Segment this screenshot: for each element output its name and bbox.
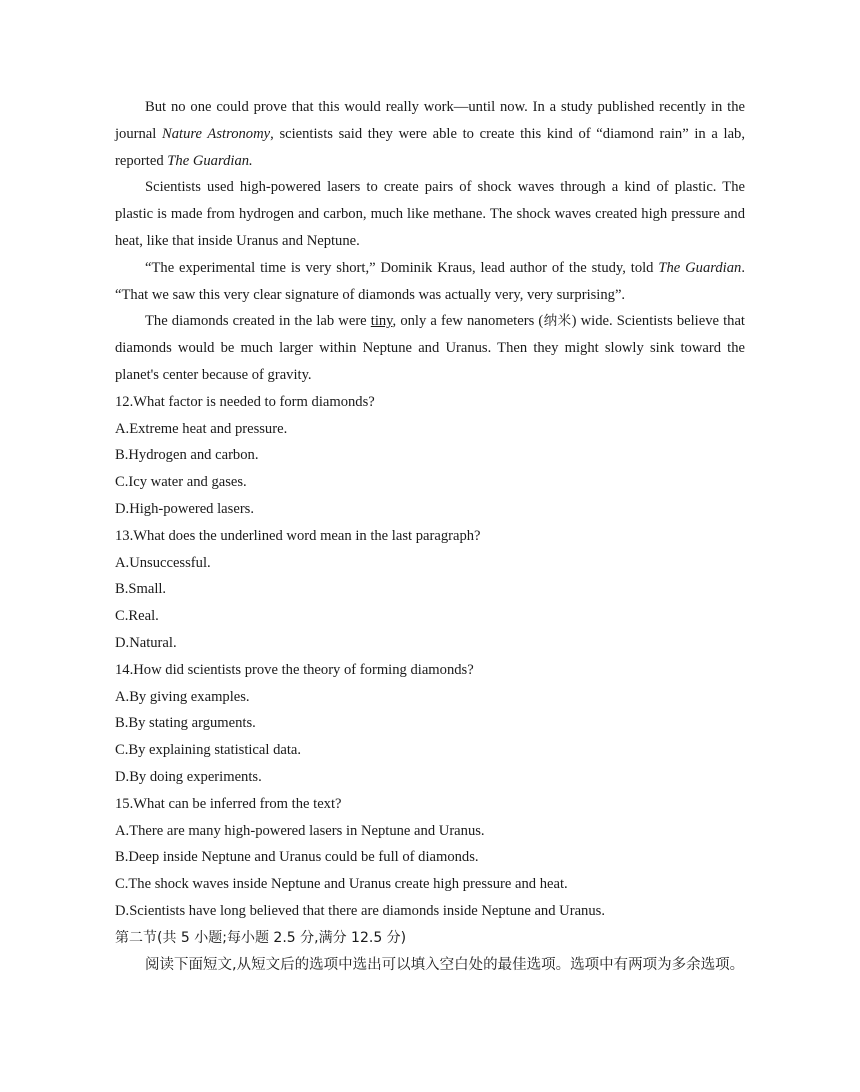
answer-option: B.By stating arguments.: [115, 715, 256, 732]
answer-option: A.There are many high-powered lasers in Neptune and Uranus.: [115, 822, 485, 839]
question-13: [115, 523, 745, 657]
answer-option: D.High-powered lasers.: [115, 500, 255, 517]
paragraph-text: , only a few nanometers (: [392, 313, 544, 330]
journal-title: Nature Astronomy: [162, 125, 271, 142]
paragraph-text: . “That we saw this very clear signature of diamonds was actually very, very surprising”.: [115, 259, 745, 303]
passage-paragraph-4: [115, 308, 745, 388]
underlined-word: tiny: [370, 313, 393, 330]
answer-option: C.Icy water and gases.: [115, 474, 247, 491]
answer-option: D.Natural.: [115, 634, 177, 651]
answer-option: B.Small.: [115, 581, 167, 598]
passage-paragraph-2: Scientists used high-powered lasers to create pairs of shock waves through a kind of plastic. The plastic is made from hydrogen and carbon, much like methane. The shock waves created high pressure and heat, like that inside Uranus and Neptune.: [115, 179, 745, 249]
passage-paragraph-1: [115, 94, 745, 174]
answer-option: C.Real.: [115, 608, 159, 625]
chinese-gloss: 纳米: [543, 313, 572, 330]
question-stem: 15.What can be inferred from the text?: [115, 795, 342, 812]
answer-option: C.The shock waves inside Neptune and Uranus create high pressure and heat.: [115, 876, 568, 893]
question-15: [115, 791, 745, 925]
question-stem: 13.What does the underlined word mean in the last paragraph?: [115, 527, 481, 544]
paragraph-text: But no one could prove that this would really work—until now. In a study published recently in the journal: [115, 99, 745, 142]
source-title: The Guardian.: [167, 152, 253, 169]
paragraph-text: The diamonds created in the lab were: [145, 313, 371, 330]
question-stem: 12.What factor is needed to form diamonds?: [115, 393, 375, 410]
section-instruction: 阅读下面短文,从短文后的选项中选出可以填入空白处的最佳选项。选项中有两项为多余选项。: [145, 956, 745, 973]
question-12: [115, 389, 745, 523]
section-heading: 第二节(共 5 小题;每小题 2.5 分,满分 12.5 分): [115, 929, 407, 946]
answer-option: C.By explaining statistical data.: [115, 742, 302, 759]
answer-option: A.Extreme heat and pressure.: [115, 420, 288, 437]
paragraph-text: ) wide. Scientists believe that diamonds would be much larger within Neptune and Uranus. Then they might slowly sink toward the planet's center because of gravity.: [115, 313, 745, 383]
passage-paragraph-3: [115, 255, 745, 309]
answer-option: B.Hydrogen and carbon.: [115, 447, 259, 464]
paragraph-text: “The experimental time is very short,” Dominik Kraus, lead author of the study, told: [145, 259, 659, 276]
answer-option: D.By doing experiments.: [115, 768, 262, 785]
answer-option: A.Unsuccessful.: [115, 554, 211, 571]
answer-option: A.By giving examples.: [115, 688, 250, 705]
question-14: [115, 657, 745, 791]
question-stem: 14.How did scientists prove the theory of forming diamonds?: [115, 661, 474, 678]
source-title: The Guardian: [658, 259, 742, 276]
document-page: [115, 94, 745, 978]
answer-option: D.Scientists have long believed that there are diamonds inside Neptune and Uranus.: [115, 902, 605, 919]
answer-option: B.Deep inside Neptune and Uranus could be full of diamonds.: [115, 849, 479, 866]
paragraph-text: , scientists said they were able to create this kind of “diamond rain” in a lab, reported: [115, 125, 746, 169]
